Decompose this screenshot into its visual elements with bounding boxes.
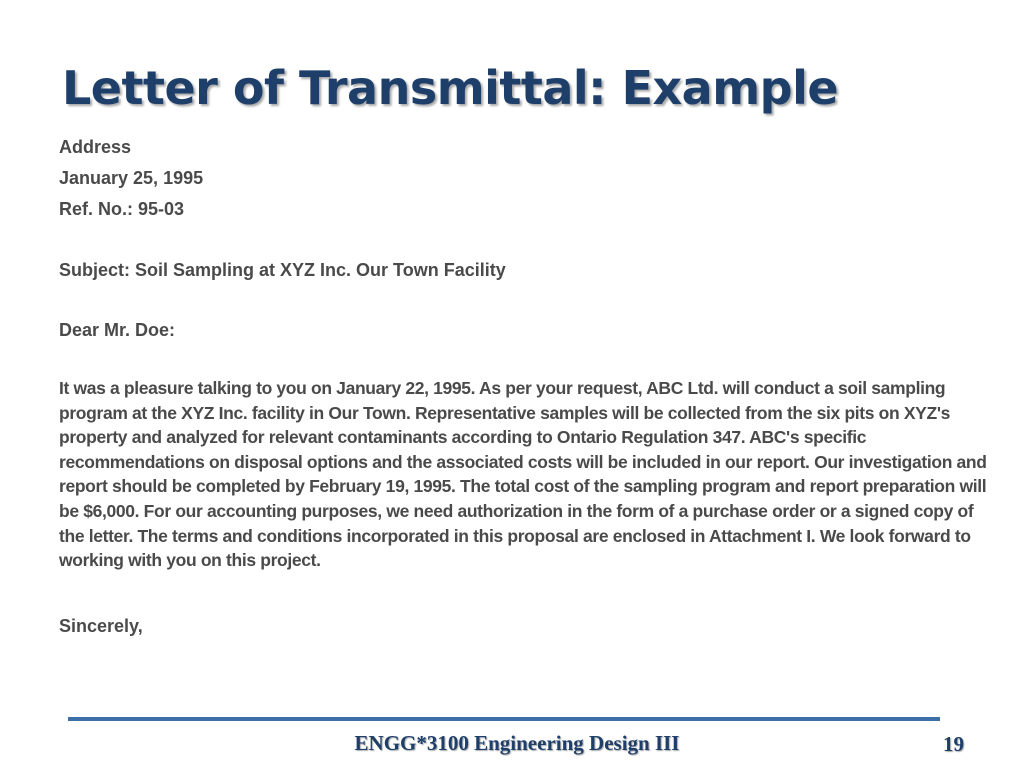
letter-date: January 25, 1995 [59,168,204,188]
page-number: 19 [943,732,964,756]
footer-course-title: ENGG*3100 Engineering Design III [354,731,680,755]
letter-subject: Subject: Soil Sampling at XYZ Inc. Our Town Facility [59,260,506,280]
letter-reference: Ref. No.: 95-03 [59,199,185,219]
letter-address: Address [59,137,132,157]
letter-closing: Sincerely, [59,615,143,636]
letter-body: It was a pleasure talking to you on January 22, 1995. As per your request, ABC Ltd. will conduct a soil sampling program at the XYZ Inc. facility in Our Town. Representative samples will be collected from the six pits on XYZ's property and analyzed for relevant contaminants according to Ontario Regulation 347. ABC's specific recommendations on disposal options and the associated costs will be included in our report. Our investigation and report should be completed by February 19, 1995. The total cost of the sampling program and report preparation will be $6,000. For our accounting purposes, we need authorization in the form of a purchase order or a signed copy of the letter. The terms and conditions incorporated in this proposal are enclosed in Attachment I. We look forward to working with you on this project. [59,378,987,571]
letter-salutation: Dear Mr. Doe: [59,320,176,340]
slide-title: Letter of Transmittal: Example [62,61,839,115]
letter-content [59,132,989,642]
footer-divider [68,717,940,721]
